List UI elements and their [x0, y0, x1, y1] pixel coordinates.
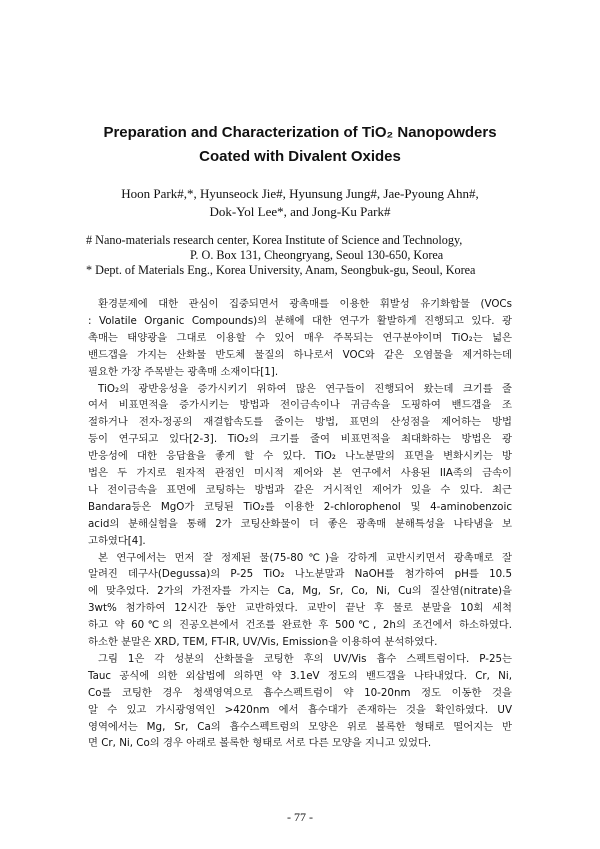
body-text-line: 영역에서는 Mg, Sr, Ca의 흡수스펙트럼의 모양은 위로 볼록한 형태로 떨어지는 반 — [88, 720, 512, 733]
body-text-line: TiO₂의 광반응성을 증가시키기 위하여 많은 연구들이 진행되어 왔는데 크기를 줄 — [98, 382, 512, 395]
page-number: - 77 - — [287, 810, 313, 824]
body-text-line: 등이 연구되고 있다[2-3]. TiO₂의 크기를 줄여 비표면적을 최대화하는 방법은 광 — [88, 433, 512, 446]
body-text-line: 하고 약 60℃의 진공오븐에서 건조를 완료한 후 500℃, 2h의 조건에서 하소하였다. — [88, 619, 512, 632]
paper-title-line-2: Coated with Divalent Oxides — [199, 148, 401, 165]
body-text-line: 촉매는 태양광을 그대로 이용할 수 있어 매우 주목되는 연구분야이며 TiO₂는 넓은 — [88, 331, 512, 344]
body-text-line: 여서 비표면적을 증가시키는 방법과 전이금속이나 귀금속을 도핑하여 밴드갭을 조 — [88, 399, 512, 412]
body-text-line: 반응성에 대한 응답율을 좋게 할 수 있다. TiO₂ 나노분말의 표면을 변화시키는 방 — [88, 450, 512, 463]
affiliation-korea-university: * Dept. of Materials Eng., Korea University, Anam, Seongbuk-gu, Seoul, Korea — [86, 263, 476, 277]
body-text-line: acid의 분해실험을 통해 2가 코팅산화물이 더 좋은 광촉매 분해특성을 나타냄을 보 — [88, 517, 512, 530]
body-text-line: 에 맞추었다. 2가의 가전자를 가지는 Ca, Mg, Sr, Co, Ni, Cu의 질산염(nitrate)을 — [88, 585, 512, 598]
body-text-line: 법은 두 가지로 원자적 관점인 미시적 제어와 본 연구에서 사용된 IIA족의 금속이 — [88, 467, 512, 479]
body-text-line: : Volatile Organic Compounds)의 분해에 대한 연구가 활발하게 진행되고 있다. 광 — [88, 314, 512, 327]
affiliation-kist: # Nano-materials research center, Korea Institute of Science and Technology, — [86, 233, 463, 247]
authors-line-1: Hoon Park#,*, Hyunseock Jie#, Hyunsung Jung#, Jae-Pyoung Ahn#, — [121, 186, 479, 201]
body-text-line: 절하거나 전자-정공의 재결합속도를 줄이는 방법, 표면의 산성점을 제어하는 방법 — [88, 416, 512, 429]
affiliation-kist-address: P. O. Box 131, Cheongryang, Seoul 130-650, Korea — [190, 248, 444, 262]
body-text-line: 3wt% 첨가하여 12시간 동안 교반하였다. 교반이 끝난 후 물로 분말을 10회 세척 — [88, 602, 512, 615]
body-text-line: 하소한 분말은 XRD, TEM, FT-IR, UV/Vis, Emission을 이용하여 분석하였다. — [88, 636, 438, 648]
paper-title-line-1: Preparation and Characterization of TiO₂ Nanopowders — [103, 124, 497, 141]
body-text-line: 나 전이금속을 표면에 코팅하는 방법과 같은 거시적인 제어가 있을 수 있다. 최근 — [88, 483, 512, 496]
body-text-line: 면 Cr, Ni, Co의 경우 아래로 볼록한 형태로 서로 다른 모양을 지니고 있었다. — [88, 737, 432, 750]
body-text-line: 고하였다[4]. — [88, 534, 146, 547]
body-text-line: 알려진 데구사(Degussa)의 P-25 TiO₂ 나노분말과 NaOH를 첨가하여 pH를 10.5 — [88, 568, 512, 581]
body-text-line: Tauc 공식에 의한 외삽법에 의하면 약 3.1eV 정도의 밴드갭을 나타내었다. Cr, Ni, — [88, 669, 512, 682]
body-text-line: Co를 코팅한 경우 청색영역으로 흡수스펙트럼이 약 10-20nm 정도 이동한 것을 — [88, 686, 512, 699]
body-text-line: Bandara등은 MgO가 코팅된 TiO₂를 이용한 2-chlorophenol 및 4-aminobenzoic — [88, 500, 512, 513]
body-text-line: 알 수 있고 가시광영역인 >420nm 에서 흡수대가 존재하는 것을 확인하였다. UV — [88, 703, 512, 716]
authors-line-2: Dok-Yol Lee*, and Jong-Ku Park# — [209, 204, 391, 219]
body-text-line: 환경문제에 대한 관심이 집중되면서 광촉매를 이용한 휘발성 유기화합물 (VOCs — [98, 298, 512, 310]
body-text-line: 본 연구에서는 먼저 잘 정제된 물(75-80℃)을 강하게 교반시키면서 광촉매로 잘 — [98, 551, 512, 564]
body-text-line: 그림 1은 각 성분의 산화물을 코팅한 후의 UV/Vis 흡수 스펙트럼이다. P-25는 — [98, 652, 512, 665]
body-text-line: 밴드갭을 가지는 산화물 반도체 물질의 하나로서 VOC와 같은 오염물을 제거하는데 — [88, 348, 512, 361]
body-text-line: 필요한 가장 주목받는 광촉매 소재이다[1]. — [88, 365, 279, 378]
